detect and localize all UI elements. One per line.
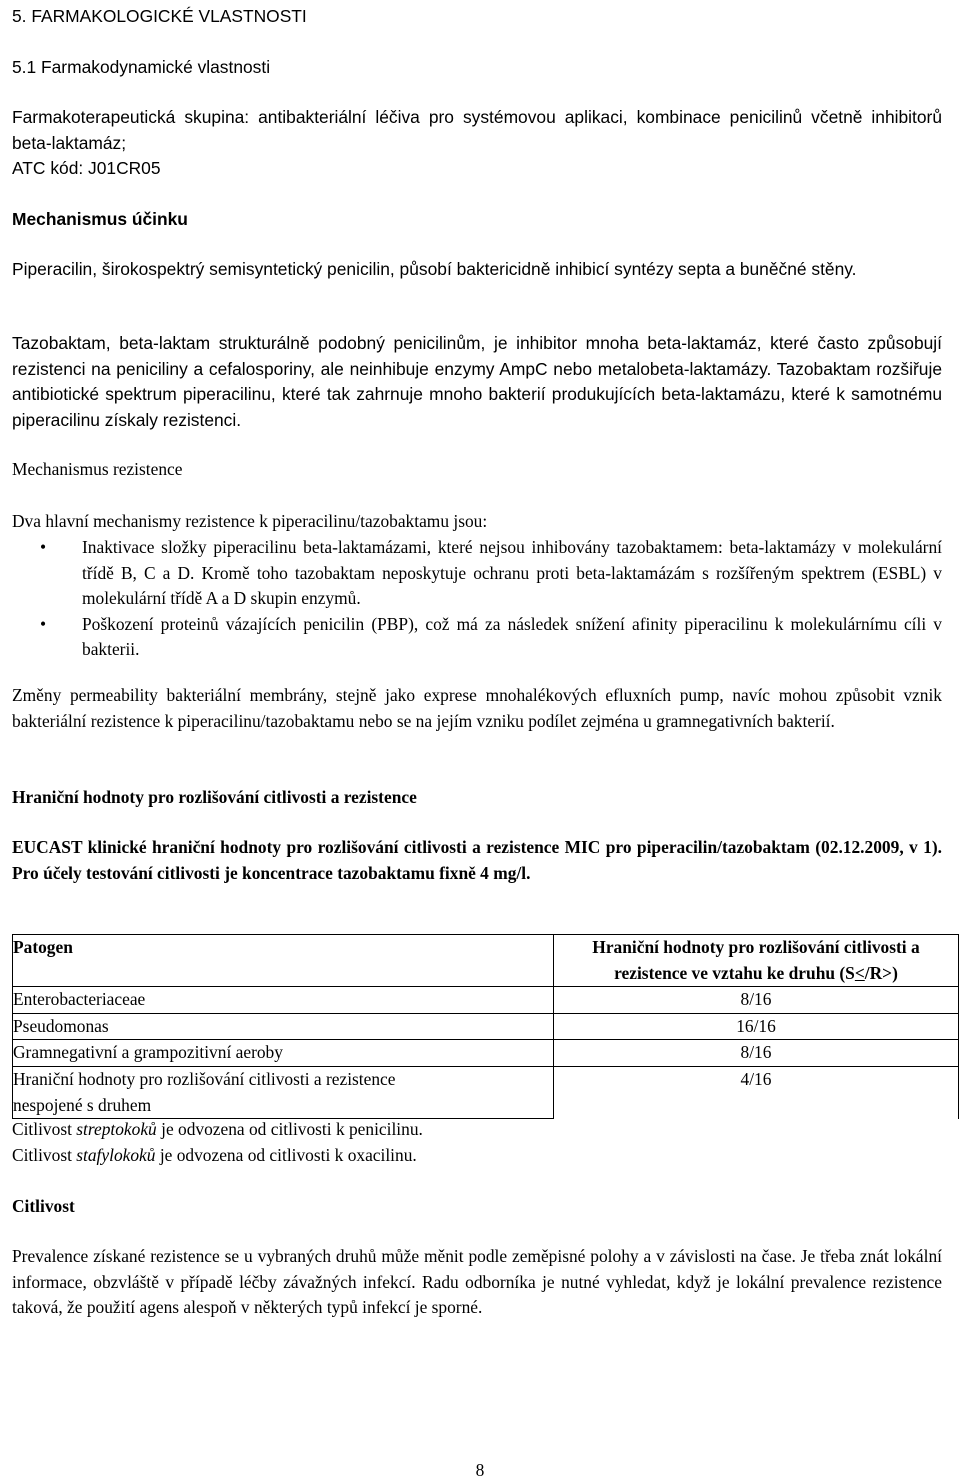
atc-code: ATC kód: J01CR05 <box>12 158 161 178</box>
list-item <box>12 612 942 663</box>
mechanism-heading: Mechanismus účinku <box>12 209 188 229</box>
bullet-icon: • <box>40 613 47 634</box>
mechanism-paragraph-1: Piperacilin, širokospektrý semisyntetický penicilin, působí baktericidně inhibicí syntézy septa a buněčné stěny. <box>12 259 857 279</box>
subsection-title: 5.1 Farmakodynamické vlastnosti <box>12 57 271 77</box>
table-row <box>13 987 959 1014</box>
resistance-heading: Mechanismus rezistence <box>12 459 183 479</box>
table-row <box>13 1040 959 1067</box>
susceptibility-heading: Citlivost <box>12 1196 75 1216</box>
resistance-list <box>12 535 942 663</box>
breakpoints-heading: Hraniční hodnoty pro rozlišování citlivosti a rezistence <box>12 787 417 807</box>
value-cell: 8/16 <box>554 1040 959 1067</box>
eucast-paragraph: EUCAST klinické hraniční hodnoty pro rozlišování citlivosti a rezistence MIC pro piperacilin/tazobaktam (02.12.2009, v 1). Pro účely testování citlivosti je koncentrace tazobaktamu fixně 4 mg/l. <box>12 837 942 883</box>
resistance-intro: Dva hlavní mechanismy rezistence k piperacilinu/tazobaktamu jsou: <box>12 511 488 531</box>
note-staphylococci: Citlivost stafylokoků je odvozena od citlivosti k oxacilinu. <box>12 1145 417 1165</box>
table-header-row <box>13 935 959 987</box>
section-title: 5. FARMAKOLOGICKÉ VLASTNOSTI <box>12 6 307 26</box>
list-item-text: Poškození proteinů vázajících penicilin (PBP), což má za následek snížení afinity piperacilinu k molekulárnímu cíli v bakterii. <box>82 613 942 660</box>
header-pathogen: Patogen <box>13 935 554 987</box>
permeability-paragraph: Změny permeability bakteriální membrány, stejně jako exprese mnohalékových efluxních pump, navíc mohou způsobit vznik bakteriální rezistence k piperacilinu/tazobaktamu nebo se na jejím vzniku podílet zejména u gramnegativních bakterií. <box>12 685 942 731</box>
pharmacotherapeutic-group: Farmakoterapeutická skupina: antibakteriální léčiva pro systémovou aplikaci, kombinace penicilinů včetně inhibitorů beta-laktamáz; <box>12 107 942 153</box>
header-values: Hraniční hodnoty pro rozlišování citlivosti a rezistence ve vztahu ke druhu (S</R>) <box>554 935 959 987</box>
pathogen-cell: Hraniční hodnoty pro rozlišování citlivosti a rezistence nespojené s druhem <box>13 1066 554 1118</box>
value-cell: 16/16 <box>554 1013 959 1040</box>
value-cell: 4/16 <box>554 1066 959 1118</box>
mechanism-paragraph-2: Tazobaktam, beta-laktam strukturálně podobný penicilinům, je inhibitor mnoha beta-laktamáz, které často způsobují rezistenci na peniciliny a cefalosporiny, ale neinhibuje enzymy AmpC nebo metalobeta-laktamázy. Tazobaktam rozšiřuje antibiotické spektrum piperacilinu, které tak zahrnuje mnoho bakterií produkujících beta-laktamázu, které k samotnému piperacilinu získaly rezistenci. <box>12 333 942 430</box>
page-number: 8 <box>475 1460 485 1480</box>
pathogen-cell: Enterobacteriaceae <box>13 987 554 1014</box>
table-row <box>13 1013 959 1040</box>
bullet-icon: • <box>40 537 47 557</box>
list-item-text: Inaktivace složky piperacilinu beta-laktamázami, které nejsou inhibovány tazobaktamem: beta-laktamázy v molekulární třídě B, C a D. Kromě toho tazobaktam neposkytuje ochranu proti beta-laktamázám s rozšířeným spektrem (ESBL) v molekulární třídě A a D skupin enzymů. <box>82 537 942 609</box>
prevalence-paragraph: Prevalence získané rezistence se u vybraných druhů může měnit podle zeměpisné polohy a v závislosti na čase. Je třeba znát lokální informace, obzvláště v případě léčby závažných infekcí. Radu odborníka je nutné vyhledat, když je lokální prevalence rezistence taková, že použití agens alespoň v některých typů infekcí je sporné. <box>12 1246 942 1318</box>
table-row <box>13 1066 959 1118</box>
breakpoints-table <box>12 934 959 1119</box>
pathogen-cell: Pseudomonas <box>13 1013 554 1040</box>
pathogen-cell: Gramnegativní a grampozitivní aeroby <box>13 1040 554 1067</box>
note-streptococci: Citlivost streptokoků je odvozena od citlivosti k penicilinu. <box>12 1119 423 1139</box>
list-item <box>12 535 942 612</box>
value-cell: 8/16 <box>554 987 959 1014</box>
